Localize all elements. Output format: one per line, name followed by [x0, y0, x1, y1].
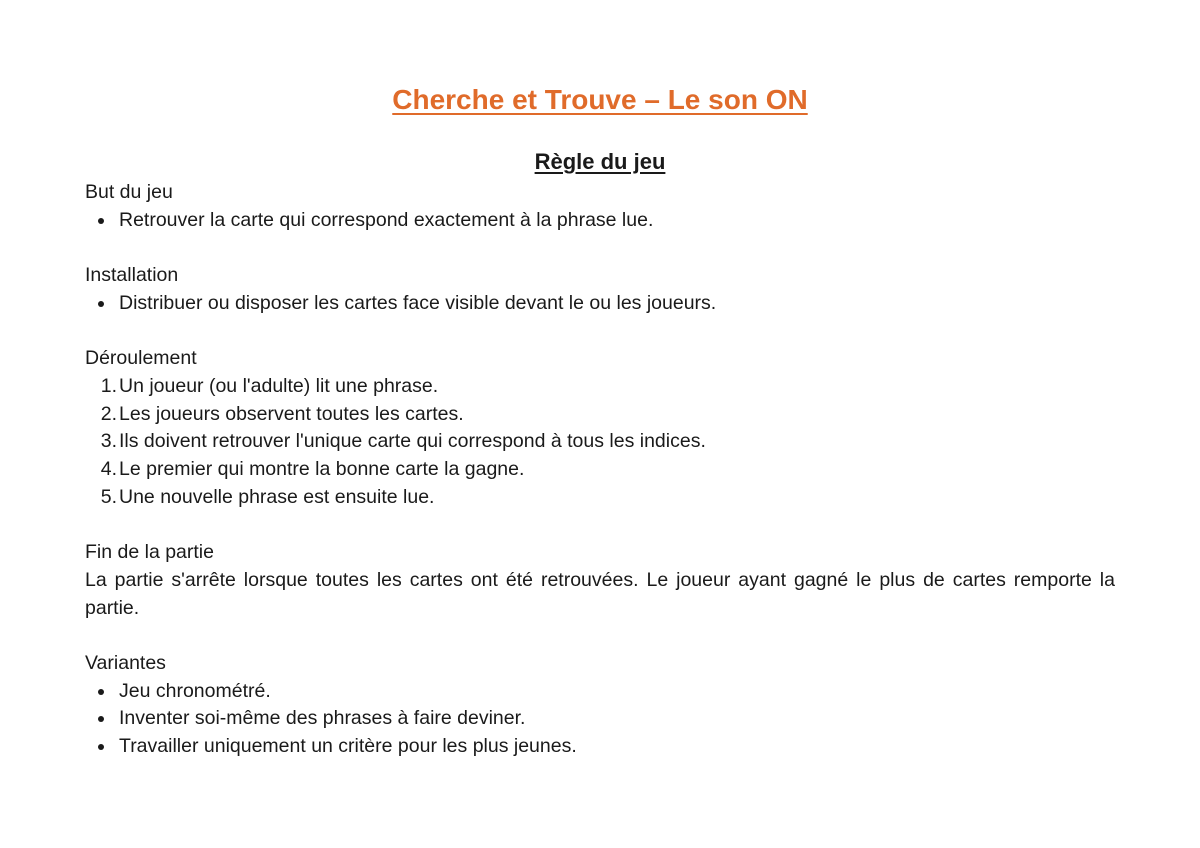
section-heading: Variantes	[85, 651, 166, 674]
section-installation	[85, 262, 1115, 317]
list-number: 2.	[100, 402, 117, 425]
list-text: Le premier qui montre la bonne carte la gagne.	[119, 458, 525, 480]
page-title: Cherche et Trouve – Le son ON	[392, 84, 808, 115]
bullet-list	[85, 678, 1115, 761]
section-variantes	[85, 650, 1115, 761]
list-item	[85, 456, 1115, 484]
list-item: Jeu chronométré.	[85, 678, 1115, 706]
section-fin	[85, 539, 1115, 622]
list-item	[85, 428, 1115, 456]
list-item: Retrouver la carte qui correspond exactement à la phrase lue.	[85, 207, 1115, 235]
section-heading: But du jeu	[85, 181, 173, 203]
list-number: 1.	[100, 374, 117, 397]
paragraph: La partie s'arrête lorsque toutes les cartes ont été retrouvées. Le joueur ayant gagné le plus de cartes remporte la partie.	[85, 568, 1115, 619]
section-but	[85, 179, 1115, 234]
list-item	[85, 484, 1115, 512]
list-text: Ils doivent retrouver l'unique carte qui correspond à tous les indices.	[119, 430, 706, 453]
list-item: Travailler uniquement un critère pour les plus jeunes.	[85, 733, 1115, 761]
list-text: Un joueur (ou l'adulte) lit une phrase.	[119, 374, 439, 397]
list-item: Inventer soi-même des phrases à faire deviner.	[85, 705, 1115, 733]
section-deroulement	[85, 345, 1115, 511]
section-heading: Déroulement	[85, 347, 197, 370]
numbered-list	[85, 373, 1115, 512]
list-number: 4.	[100, 458, 117, 480]
bullet-list	[85, 207, 1115, 235]
bullet-list	[85, 290, 1115, 318]
rules-subtitle: Règle du jeu	[534, 149, 666, 174]
list-number: 3.	[100, 430, 117, 453]
list-item: Distribuer ou disposer les cartes face visible devant le ou les joueurs.	[85, 290, 1115, 318]
list-number: 5.	[100, 485, 117, 508]
list-item	[85, 401, 1115, 429]
section-heading: Fin de la partie	[85, 541, 214, 564]
rules-content	[85, 179, 1115, 788]
list-text: Une nouvelle phrase est ensuite lue.	[119, 485, 435, 508]
list-text: Les joueurs observent toutes les cartes.	[119, 402, 464, 425]
list-item	[85, 373, 1115, 401]
section-heading: Installation	[85, 264, 179, 287]
